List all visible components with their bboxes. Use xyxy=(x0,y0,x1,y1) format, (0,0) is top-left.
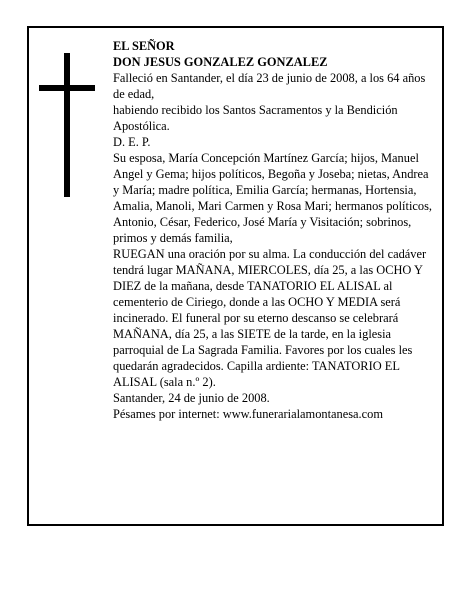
cross-horizontal-bar xyxy=(39,85,95,91)
condolences-line: Pésames por internet: www.funerarialamontanesa.com xyxy=(113,407,383,421)
family-list: Su esposa, María Concepción Martínez García; hijos, Manuel Angel y Gema; hijos políticos, Begoña y Joseba; nietas, Andrea y María; madre política, Emilia García; hermanas, Hortensia, Amalia, Manoli, Mari Carmen y Rosa Mari; hermanos políticos, Antonio, César, Federico, José María y Visitación; sobrinos, primos y demás familia, xyxy=(113,151,432,245)
heading-line-1: EL SEÑOR xyxy=(113,39,175,53)
cross-vertical-bar xyxy=(64,53,70,197)
ceremony-request: RUEGAN una oración por su alma. La conducción del cadáver tendrá lugar MAÑANA, MIERCOLES, día 25, a las OCHO Y DIEZ de la mañana, desde TANATORIO EL ALISAL al cementerio de Ciriego, donde a las OCHO Y MEDIA será incinerado. El funeral por su eterno descanso se celebrará MAÑANA, día 25, a las SIETE de la tarde, en la iglesia parroquial de La Sagrada Familia. Favores por los cuales les quedarán agradecidos. Capilla ardiente: TANATORIO EL ALISAL (sala n.º 2). xyxy=(113,247,427,389)
date-line: Santander, 24 de junio de 2008. xyxy=(113,391,270,405)
sacraments-line: habiendo recibido los Santos Sacramentos y la Bendición Apostólica. xyxy=(113,103,398,133)
dep-line: D. E. P. xyxy=(113,135,151,149)
death-info: Falleció en Santander, el día 23 de junio de 2008, a los 64 años de edad, xyxy=(113,71,426,101)
obituary-text xyxy=(113,38,433,422)
deceased-name: DON JESUS GONZALEZ GONZALEZ xyxy=(113,55,328,69)
